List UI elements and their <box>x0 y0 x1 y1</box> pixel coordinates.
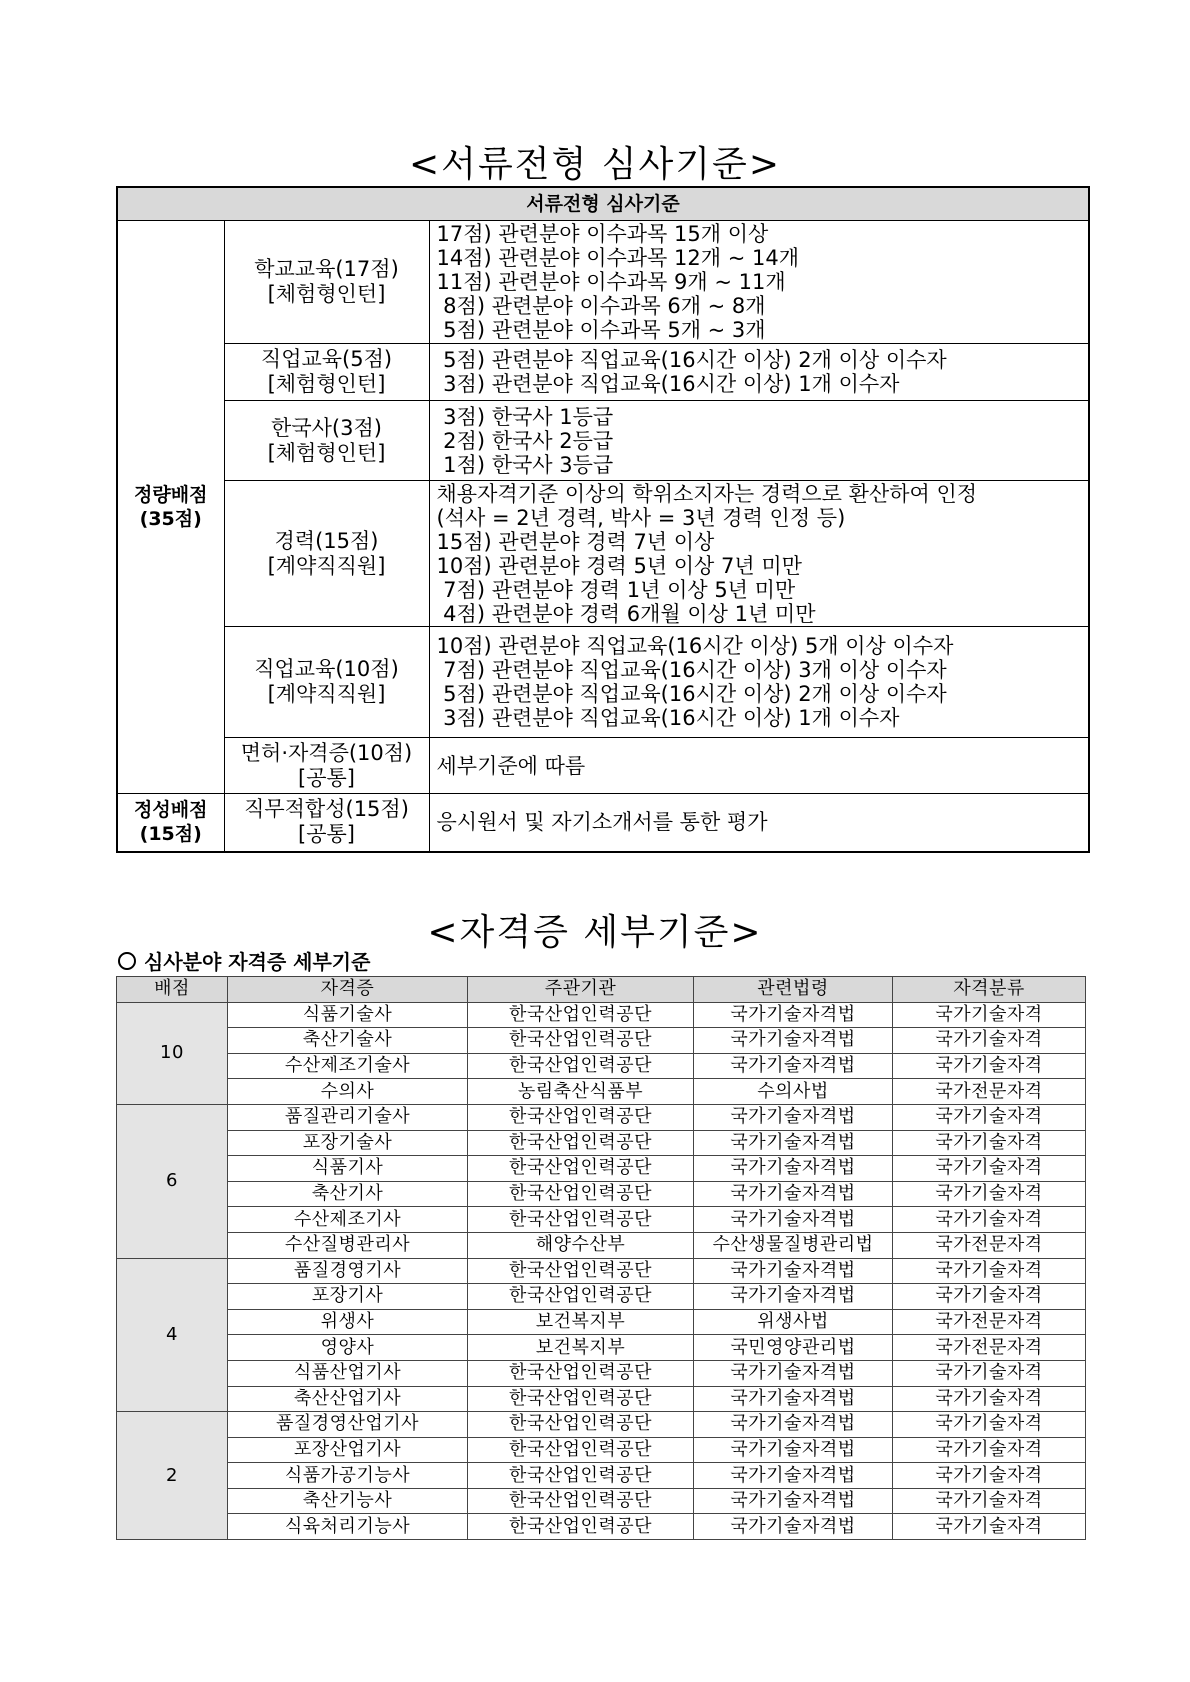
criteria-detail-line: 15점) 관련분야 경력 7년 이상 <box>436 529 715 554</box>
table-cell: 국가기술자격법 <box>694 1386 893 1412</box>
table-cell: 국가기술자격 <box>893 1181 1086 1207</box>
criteria-item-details: 응시원서 및 자기소개서를 통한 평가 <box>429 794 1089 852</box>
table-cell: 해양수산부 <box>468 1232 694 1258</box>
table-cell: 축산기술사 <box>228 1028 468 1054</box>
cert-title: <자격증 세부기준> <box>427 912 763 953</box>
section-header-text: 심사분야 자격증 세부기준 <box>144 950 371 974</box>
criteria-detail-line: 10점) 관련분야 직업교육(16시간 이상) 5개 이상 이수자 <box>436 634 954 658</box>
table-cell: 포장기사 <box>228 1284 468 1310</box>
table-cell: 국가기술자격법 <box>694 1207 893 1233</box>
criteria-detail-line: 7점) 관련분야 직업교육(16시간 이상) 3개 이상 이수자 <box>436 658 947 682</box>
table-cell: 한국산업인력공단 <box>468 1156 694 1182</box>
cell-line: 경력(15점) <box>274 528 379 553</box>
table-row <box>117 1079 1086 1105</box>
cell-line: [공통] <box>298 822 355 847</box>
table-cell: 국가전문자격 <box>893 1232 1086 1258</box>
table-cell: 국가기술자격법 <box>694 1437 893 1463</box>
table-cell: 수산생물질병관리법 <box>694 1232 893 1258</box>
table-cell: 품질관리기술사 <box>228 1104 468 1130</box>
table-cell: 한국산업인력공단 <box>468 1284 694 1310</box>
criteria-item-name <box>224 627 429 738</box>
table-cell: 국가기술자격 <box>893 1028 1086 1054</box>
table-cell: 보건복지부 <box>468 1335 694 1361</box>
table-cell: 국민영양관리법 <box>694 1335 893 1361</box>
table-cell: 축산기능사 <box>228 1488 468 1514</box>
table-cell: 국가기술자격 <box>893 1360 1086 1386</box>
table-cell: 국가기술자격 <box>893 1386 1086 1412</box>
table-cell: 한국산업인력공단 <box>468 1386 694 1412</box>
criteria-detail-line: 5점) 관련분야 직업교육(16시간 이상) 2개 이상 이수자 <box>436 348 947 372</box>
criteria-item-name <box>224 738 429 794</box>
circle-bullet-icon <box>118 952 136 970</box>
table-row <box>117 1002 1086 1028</box>
table-cell: 한국산업인력공단 <box>468 1412 694 1438</box>
cell-line: 직무적합성(15점) <box>244 797 409 822</box>
table-cell: 국가기술자격법 <box>694 1284 893 1310</box>
table-cell: 식품가공기능사 <box>228 1463 468 1489</box>
table-cell: 국가기술자격법 <box>694 1028 893 1054</box>
criteria-row <box>117 794 1089 852</box>
table-row <box>117 1104 1086 1130</box>
column-header: 자격증 <box>228 977 468 1003</box>
criteria-detail-line: 7점) 관련분야 경력 1년 이상 5년 미만 <box>436 577 796 602</box>
table-cell: 국가기술자격법 <box>694 1181 893 1207</box>
cell-line: 직업교육(5점) <box>260 347 393 371</box>
table-cell: 국가기술자격 <box>893 1463 1086 1489</box>
table-cell: 국가기술자격 <box>893 1053 1086 1079</box>
table-cell: 국가기술자격 <box>893 1437 1086 1463</box>
table-cell: 한국산업인력공단 <box>468 1258 694 1284</box>
table-cell: 한국산업인력공단 <box>468 1130 694 1156</box>
criteria-row <box>117 344 1089 401</box>
criteria-detail-line: 4점) 관련분야 경력 6개월 이상 1년 미만 <box>436 601 816 626</box>
cell-line: [공통] <box>298 765 355 790</box>
table-row <box>117 1488 1086 1514</box>
table-cell: 국가기술자격 <box>893 1412 1086 1438</box>
table-cell: 국가기술자격 <box>893 1130 1086 1156</box>
table-cell: 한국산업인력공단 <box>468 1104 694 1130</box>
table-cell: 국가기술자격 <box>893 1284 1086 1310</box>
table-cell: 식품기술사 <box>228 1002 468 1028</box>
screening-criteria-table <box>116 186 1090 853</box>
table-cell: 국가기술자격 <box>893 1207 1086 1233</box>
cell-line: (15점) <box>139 823 202 846</box>
criteria-detail-line: 10점) 관련분야 경력 5년 이상 7년 미만 <box>436 553 802 578</box>
table-cell: 한국산업인력공단 <box>468 1181 694 1207</box>
section-header <box>116 946 370 975</box>
criteria-detail-line: (석사 = 2년 경력, 박사 = 3년 경력 인정 등) <box>436 505 846 530</box>
table-cell: 국가기술자격법 <box>694 1412 893 1438</box>
column-header: 자격분류 <box>893 977 1086 1003</box>
table-row <box>117 1284 1086 1310</box>
table-cell: 국가기술자격 <box>893 1514 1086 1540</box>
table-row <box>117 1437 1086 1463</box>
table-cell: 한국산업인력공단 <box>468 1002 694 1028</box>
quantitative-score-label <box>117 221 224 794</box>
table-row <box>117 1386 1086 1412</box>
table-cell: 국가기술자격 <box>893 1002 1086 1028</box>
table-cell: 식품산업기사 <box>228 1360 468 1386</box>
criteria-detail-line: 14점) 관련분야 이수과목 12개 ~ 14개 <box>436 246 799 270</box>
criteria-item-name <box>224 221 429 344</box>
table-cell: 국가전문자격 <box>893 1079 1086 1105</box>
criteria-item-details <box>429 481 1089 627</box>
table-row <box>117 1463 1086 1489</box>
table-row <box>117 1028 1086 1054</box>
table-cell: 보건복지부 <box>468 1309 694 1335</box>
criteria-detail-line: 채용자격기준 이상의 학위소지자는 경력으로 환산하여 인정 <box>436 481 978 506</box>
criteria-header-row <box>117 187 1089 221</box>
criteria-detail-line: 2점) 한국사 2등급 <box>436 428 614 453</box>
table-cell: 국가기술자격법 <box>694 1130 893 1156</box>
table-cell: 수산제조기술사 <box>228 1053 468 1079</box>
table-cell: 국가기술자격법 <box>694 1104 893 1130</box>
table-cell: 국가기술자격법 <box>694 1463 893 1489</box>
criteria-detail-line: 1점) 한국사 3등급 <box>436 452 614 477</box>
criteria-row <box>117 221 1089 344</box>
table-cell: 포장기술사 <box>228 1130 468 1156</box>
cell-line: 정량배점 <box>134 484 208 506</box>
table-row <box>117 1514 1086 1540</box>
score-cell: 6 <box>117 1104 228 1258</box>
table-cell: 국가기술자격 <box>893 1258 1086 1284</box>
table-row <box>117 1335 1086 1361</box>
cell-line: (35점) <box>139 508 202 530</box>
criteria-item-name <box>224 344 429 401</box>
table-row <box>117 1207 1086 1233</box>
table-cell: 수의사 <box>228 1079 468 1105</box>
table-cell: 국가기술자격법 <box>694 1156 893 1182</box>
criteria-item-details <box>429 344 1089 401</box>
criteria-detail-line: 11점) 관련분야 이수과목 9개 ~ 11개 <box>436 270 786 294</box>
table-cell: 한국산업인력공단 <box>468 1207 694 1233</box>
criteria-item-details <box>429 401 1089 481</box>
criteria-detail-line: 8점) 관련분야 이수과목 6개 ~ 8개 <box>436 294 766 318</box>
cell-line: [체험형인턴] <box>267 282 386 306</box>
cell-line: 정성배점 <box>134 799 208 822</box>
criteria-detail-line: 5점) 관련분야 직업교육(16시간 이상) 2개 이상 이수자 <box>436 682 947 706</box>
cell-line: 학교교육(17점) <box>254 257 399 281</box>
table-cell: 국가전문자격 <box>893 1335 1086 1361</box>
criteria-item-name <box>224 401 429 481</box>
criteria-item-name <box>224 481 429 627</box>
criteria-detail-line: 3점) 관련분야 직업교육(16시간 이상) 1개 이수자 <box>436 706 900 730</box>
criteria-row <box>117 401 1089 481</box>
table-row <box>117 1232 1086 1258</box>
criteria-detail-line: 17점) 관련분야 이수과목 15개 이상 <box>436 222 769 246</box>
table-cell: 국가기술자격법 <box>694 1002 893 1028</box>
table-cell: 축산기사 <box>228 1181 468 1207</box>
criteria-header: 서류전형 심사기준 <box>117 187 1089 221</box>
table-row <box>117 1412 1086 1438</box>
table-cell: 국가기술자격법 <box>694 1488 893 1514</box>
criteria-item-details <box>429 738 1089 794</box>
criteria-detail-line: 세부기준에 따름 <box>436 753 586 778</box>
table-cell: 국가기술자격 <box>893 1488 1086 1514</box>
cell-line: [계약직직원] <box>267 682 386 706</box>
table-cell: 국가기술자격법 <box>694 1360 893 1386</box>
criteria-item-details <box>429 627 1089 738</box>
score-cell: 2 <box>117 1412 228 1540</box>
table-cell: 한국산업인력공단 <box>468 1437 694 1463</box>
cell-line: [체험형인턴] <box>267 372 386 396</box>
table-cell: 한국산업인력공단 <box>468 1360 694 1386</box>
table-row <box>117 1181 1086 1207</box>
table-cell: 국가전문자격 <box>893 1309 1086 1335</box>
table-row <box>117 1053 1086 1079</box>
table-cell: 한국산업인력공단 <box>468 1463 694 1489</box>
table-cell: 위생사법 <box>694 1309 893 1335</box>
table-cell: 국가기술자격 <box>893 1156 1086 1182</box>
table-cell: 한국산업인력공단 <box>468 1028 694 1054</box>
table-cell: 한국산업인력공단 <box>468 1514 694 1540</box>
criteria-detail-line: 3점) 한국사 1등급 <box>436 404 614 429</box>
criteria-title: <서류전형 심사기준> <box>409 144 781 185</box>
cell-line: 한국사(3점) <box>271 415 382 440</box>
column-header: 배점 <box>117 977 228 1003</box>
table-row <box>117 1309 1086 1335</box>
column-header: 관련법령 <box>694 977 893 1003</box>
certificate-table <box>116 976 1086 1540</box>
table-cell: 포장산업기사 <box>228 1437 468 1463</box>
cell-line: [체험형인턴] <box>267 440 386 465</box>
table-row <box>117 1156 1086 1182</box>
table-cell: 영양사 <box>228 1335 468 1361</box>
table-cell: 식육처리기능사 <box>228 1514 468 1540</box>
criteria-row <box>117 627 1089 738</box>
table-cell: 국가기술자격 <box>893 1104 1086 1130</box>
table-cell: 한국산업인력공단 <box>468 1488 694 1514</box>
table-cell: 국가기술자격법 <box>694 1053 893 1079</box>
criteria-item-name <box>224 794 429 852</box>
table-cell: 위생사 <box>228 1309 468 1335</box>
table-cell: 국가기술자격법 <box>694 1258 893 1284</box>
table-cell: 식품기사 <box>228 1156 468 1182</box>
certificate-table-header <box>117 977 1086 1003</box>
table-cell: 한국산업인력공단 <box>468 1053 694 1079</box>
qualitative-score-label <box>117 794 224 852</box>
table-row <box>117 1360 1086 1386</box>
column-header: 주관기관 <box>468 977 694 1003</box>
table-cell: 수산질병관리사 <box>228 1232 468 1258</box>
criteria-row <box>117 738 1089 794</box>
table-row <box>117 1258 1086 1284</box>
table-cell: 품질경영산업기사 <box>228 1412 468 1438</box>
cell-line: 직업교육(10점) <box>254 657 399 681</box>
table-row <box>117 1130 1086 1156</box>
criteria-row <box>117 481 1089 627</box>
score-cell: 10 <box>117 1002 228 1104</box>
table-cell: 농림축산식품부 <box>468 1079 694 1105</box>
cell-line: 면허·자격증(10점) <box>240 740 413 765</box>
criteria-item-details <box>429 221 1089 344</box>
criteria-detail-line: 3점) 관련분야 직업교육(16시간 이상) 1개 이수자 <box>436 372 900 396</box>
table-cell: 수산제조기사 <box>228 1207 468 1233</box>
table-cell: 품질경영기사 <box>228 1258 468 1284</box>
criteria-detail-line: 5점) 관련분야 이수과목 5개 ~ 3개 <box>436 318 766 342</box>
score-cell: 4 <box>117 1258 228 1412</box>
cell-line: [계약직직원] <box>267 553 386 578</box>
table-cell: 축산산업기사 <box>228 1386 468 1412</box>
table-cell: 수의사법 <box>694 1079 893 1105</box>
table-cell: 국가기술자격법 <box>694 1514 893 1540</box>
